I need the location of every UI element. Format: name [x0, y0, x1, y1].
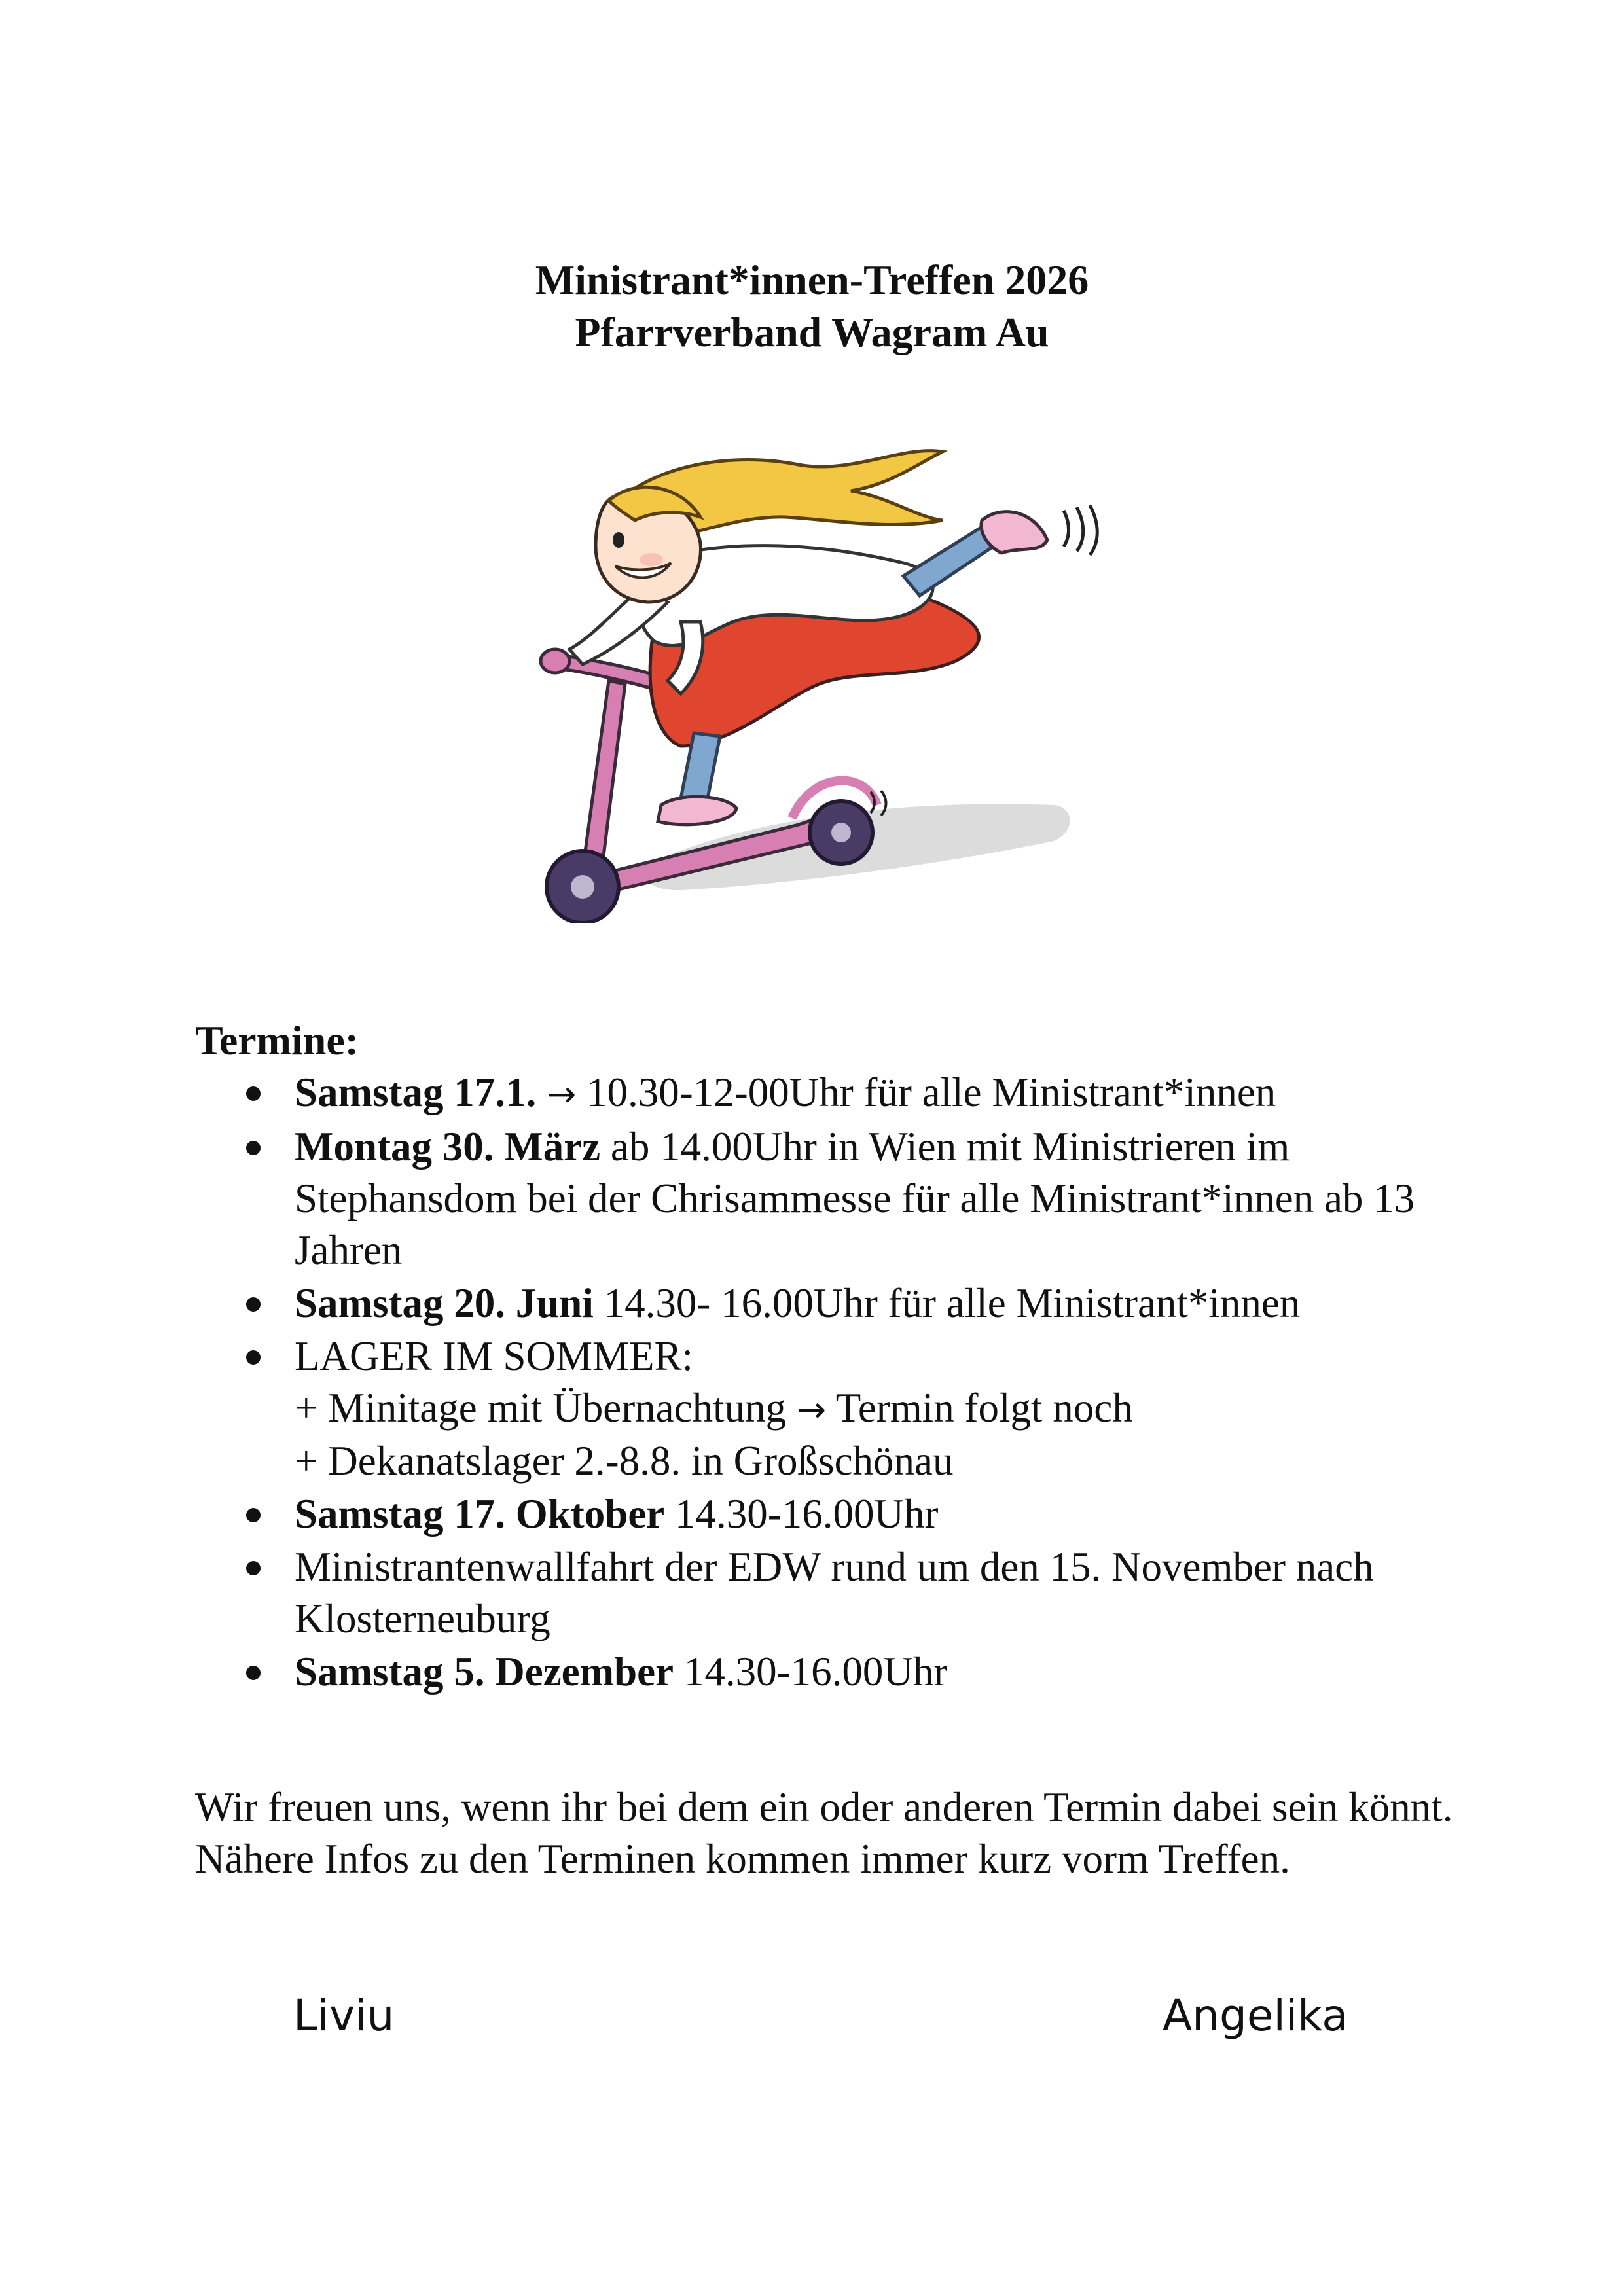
- signature-liviu: Liviu: [293, 1990, 395, 2041]
- event-details: 14.30-16.00Uhr: [683, 1649, 948, 1695]
- bullet-icon: [246, 1297, 261, 1312]
- summer-camp-minitage-note: Termin folgt noch: [835, 1385, 1133, 1431]
- event-item: [195, 1278, 1471, 1329]
- termine-heading: Termine:: [195, 1017, 359, 1064]
- document-title: Ministrant*innen-Treffen 2026: [535, 257, 1089, 303]
- arrow-right-icon: →: [796, 1389, 827, 1430]
- arrow-right-icon: →: [547, 1073, 577, 1115]
- event-item: [195, 1488, 1471, 1540]
- event-details: 14.30-16.00Uhr: [675, 1491, 939, 1537]
- shoe-standing: [658, 797, 736, 825]
- event-details: ab 14.00Uhr in Wien mit Ministrieren im Stephansdom bei der Chrisammesse für alle Ministrant*innen ab 13 Jahren: [295, 1124, 1415, 1273]
- bullet-icon: [246, 1561, 261, 1575]
- bullet-icon: [246, 1086, 261, 1101]
- motion-lines: [1064, 505, 1097, 555]
- event-details: 14.30- 16.00Uhr für alle Ministrant*innen: [604, 1280, 1301, 1326]
- event-details: 10.30-12-00Uhr für alle Ministrant*innen: [586, 1069, 1276, 1115]
- eye: [613, 532, 624, 548]
- summer-camp-minitage: [295, 1382, 1471, 1435]
- signature-angelika: Angelika: [1163, 1990, 1348, 2041]
- event-list: [195, 1067, 1471, 1699]
- shoe-kicking: [981, 512, 1047, 553]
- bullet-icon: [246, 1508, 261, 1522]
- event-item: [195, 1121, 1471, 1276]
- event-date: Samstag 17.1.: [295, 1069, 537, 1115]
- event-date: Samstag 20. Juni: [295, 1280, 594, 1326]
- closing-paragraph: Wir freuen uns, wenn ihr bei dem ein oder anderen Termin dabei sein könnt. Nähere Infos zu den Terminen kommen immer kurz vorm Treffen.: [195, 1784, 1453, 1882]
- event-date: Samstag 17. Oktober: [295, 1491, 665, 1537]
- event-item: [195, 1646, 1471, 1698]
- event-date: Samstag 5. Dezember: [295, 1649, 674, 1695]
- event-item: [195, 1541, 1471, 1645]
- event-details: LAGER IM SOMMER:: [295, 1333, 694, 1379]
- bullet-icon: [246, 1666, 261, 1680]
- event-date: Montag 30. März: [295, 1124, 601, 1170]
- summer-camp-minitage-label: + Minitage mit Übernachtung: [295, 1385, 787, 1431]
- event-details: Ministrantenwallfahrt der EDW rund um den 15. November nach Klosterneuburg: [295, 1544, 1374, 1641]
- document-subtitle: Pfarrverband Wagram Au: [575, 309, 1049, 355]
- girl-on-scooter-illustration: [484, 406, 1113, 923]
- bullet-icon: [246, 1350, 261, 1365]
- scooter-stem: [583, 681, 625, 877]
- summer-camp-dekanatslager: + Dekanatslager 2.-8.8. in Großschönau: [295, 1438, 954, 1484]
- bullet-icon: [246, 1141, 261, 1155]
- handlebar-grip-left: [541, 649, 569, 673]
- event-item-summer-camp: [195, 1331, 1471, 1487]
- event-item: [195, 1067, 1471, 1120]
